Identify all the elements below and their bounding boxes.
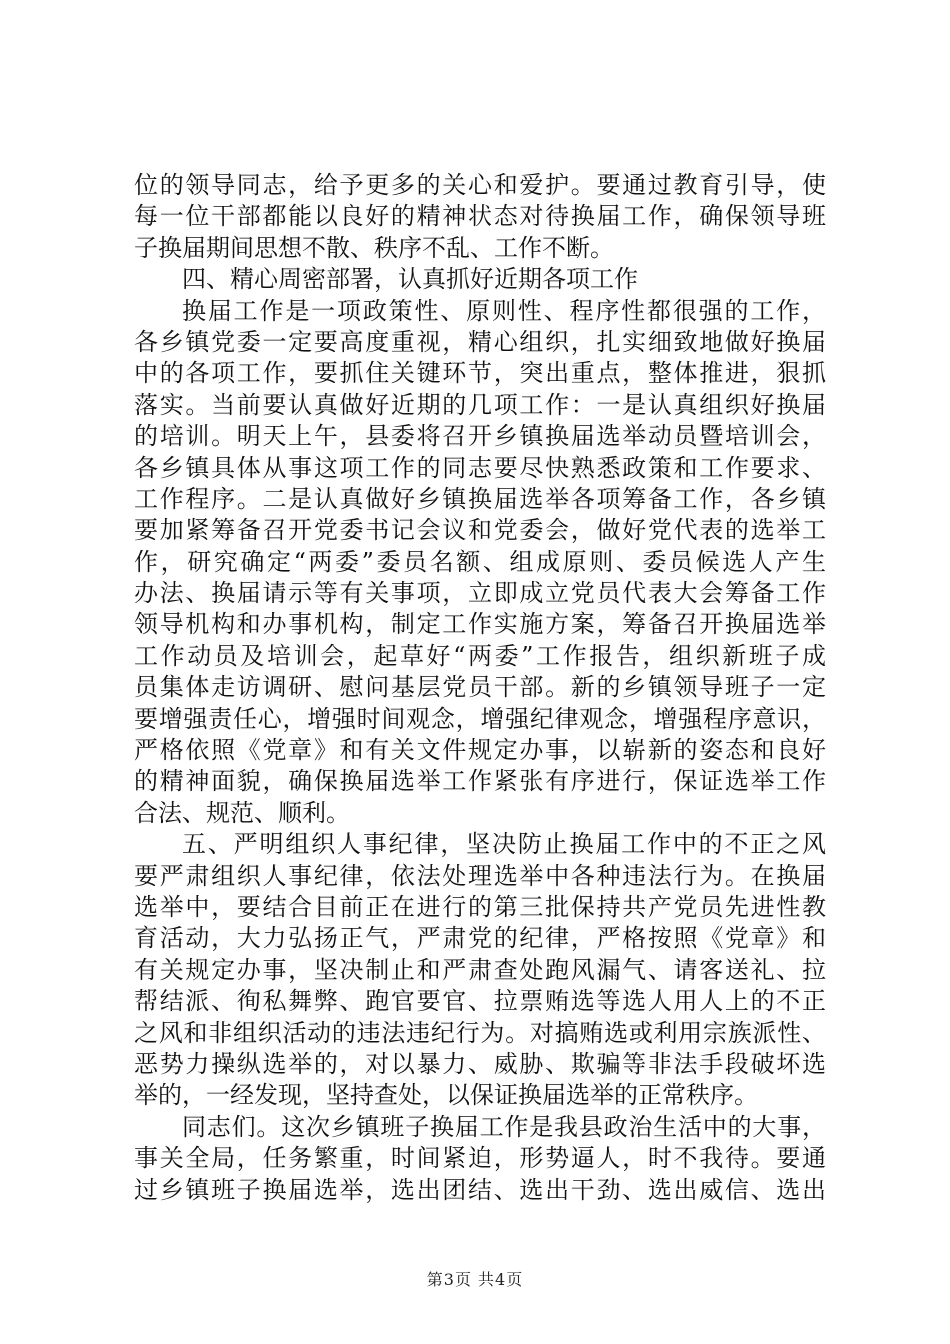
text-line: 中的各项工作，要抓住关键环节，突出重点，整体推进，狠抓 xyxy=(134,359,826,388)
text-line: 恶势力操纵选举的，对以暴力、威胁、欺骗等非法手段破坏选 xyxy=(134,1049,826,1078)
section-heading: 四、精心周密部署，认真抓好近期各项工作 xyxy=(182,265,638,294)
text-line: 位的领导同志，给予更多的关心和爱护。要通过教育引导，使 xyxy=(134,171,826,199)
text-line: 育活动，大力弘扬正气，严肃党的纪律，严格按照《党章》和 xyxy=(134,924,826,953)
document-body xyxy=(134,170,826,1206)
text-line: 有关规定办事，坚决制止和严肃查处跑风漏气、请客送礼、拉 xyxy=(134,955,826,984)
text-line: 事关全局，任务繁重，时间紧迫，形势逼人，时不我待。要通 xyxy=(134,1144,826,1173)
text-line: 要增强责任心，增强时间观念，增强纪律观念，增强程序意识， xyxy=(134,704,826,733)
text-line: 作，研究确定“两委”委员名额、组成原则、委员候选人产生 xyxy=(134,547,826,576)
text-line: 举的，一经发现，坚持查处，以保证换届选举的正常秩序。 xyxy=(134,1081,758,1110)
text-line: 合法、规范、顺利。 xyxy=(134,798,350,827)
text-line: 的精神面貌，确保换届选举工作紧张有序进行，保证选举工作 xyxy=(134,767,826,796)
text-line: 换届工作是一项政策性、原则性、程序性都很强的工作， xyxy=(182,296,826,325)
text-line: 办法、换届请示等有关事项，立即成立党员代表大会筹备工作 xyxy=(134,579,826,608)
text-line: 之风和非组织活动的违法违纪行为。对搞贿选或利用宗族派性、 xyxy=(134,1018,826,1047)
text-line: 要加紧筹备召开党委书记会议和党委会，做好党代表的选举工 xyxy=(134,516,826,545)
text-line: 员集体走访调研、慰问基层党员干部。新的乡镇领导班子一定 xyxy=(134,673,826,702)
text-line: 落实。当前要认真做好近期的几项工作：一是认真组织好换届 xyxy=(134,390,826,419)
text-line: 每一位干部都能以良好的精神状态对待换届工作，确保领导班 xyxy=(134,202,826,231)
text-line: 子换届期间思想不散、秩序不乱、工作不断。 xyxy=(134,233,614,262)
text-line: 的培训。明天上午，县委将召开乡镇换届选举动员暨培训会， xyxy=(134,422,826,451)
text-line: 工作动员及培训会，起草好“两委”工作报告，组织新班子成 xyxy=(134,641,826,670)
page-footer: 第3页 共4页 xyxy=(426,1270,524,1289)
text-line: 领导机构和办事机构，制定工作实施方案，筹备召开换届选举 xyxy=(134,610,826,639)
text-line: 同志们。这次乡镇班子换届工作是我县政治生活中的大事， xyxy=(182,1112,826,1141)
text-line: 帮结派、徇私舞弊、跑官要官、拉票贿选等选人用人上的不正 xyxy=(134,987,826,1016)
text-line: 各乡镇党委一定要高度重视，精心组织，扎实细致地做好换届 xyxy=(134,327,826,356)
text-line: 过乡镇班子换届选举，选出团结、选出干劲、选出威信、选出 xyxy=(134,1175,826,1204)
text-line: 要严肃组织人事纪律，依法处理选举中各种违法行为。在换届 xyxy=(134,861,826,890)
text-line: 选举中，要结合目前正在进行的第三批保持共产党员先进性教 xyxy=(134,892,826,921)
text-line: 工作程序。二是认真做好乡镇换届选举各项筹备工作，各乡镇 xyxy=(134,484,826,513)
text-line: 各乡镇具体从事这项工作的同志要尽快熟悉政策和工作要求、 xyxy=(134,453,826,482)
text-line: 严格依照《党章》和有关文件规定办事，以崭新的姿态和良好 xyxy=(134,736,826,765)
section-heading: 五、严明组织人事纪律，坚决防止换届工作中的不正之风 xyxy=(182,830,826,859)
